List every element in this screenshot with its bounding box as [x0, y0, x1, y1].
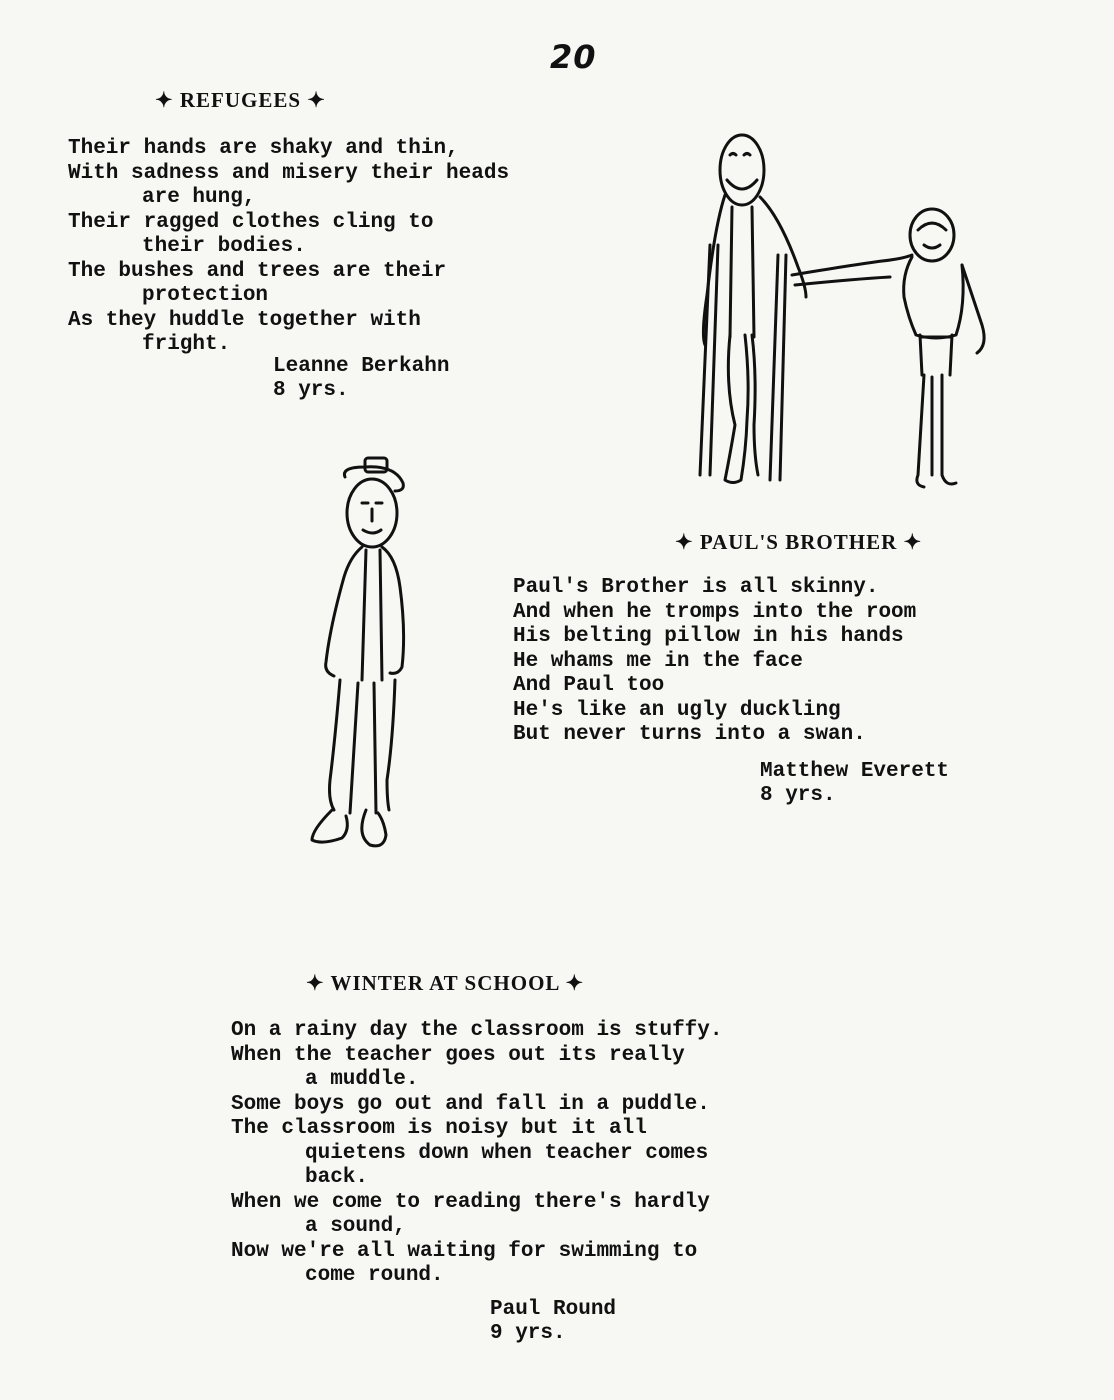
poem-line: a sound, — [305, 1215, 406, 1238]
poem-line: quietens down when teacher comes — [305, 1141, 709, 1165]
poem-line: And Paul too — [513, 674, 665, 697]
byline-pauls-brother — [760, 760, 949, 808]
poem-refugees — [68, 137, 509, 358]
poem-line: a muddle. — [305, 1068, 419, 1091]
poem-title-winter-at-school: ✦ WINTER AT SCHOOL ✦ — [306, 971, 585, 995]
author-age: 8 yrs. — [273, 379, 349, 402]
author-age: 9 yrs. — [490, 1322, 566, 1345]
poem-line: Their ragged clothes cling to — [68, 210, 434, 234]
byline-winter-at-school — [490, 1298, 616, 1346]
page-number: 20 — [550, 38, 597, 76]
author-age: 8 yrs. — [760, 784, 836, 807]
poem-line: On a rainy day the classroom is stuffy. — [231, 1019, 723, 1042]
poem-line: When we come to reading there's hardly — [231, 1190, 710, 1214]
poem-line: But never turns into a swan. — [513, 723, 866, 746]
poem-line: Their hands are shaky and thin, — [68, 137, 459, 160]
byline-refugees — [273, 355, 449, 403]
poem-line: Now we're all waiting for swimming to — [231, 1239, 698, 1263]
poem-line: The bushes and trees are their — [68, 259, 447, 283]
poem-line: back. — [305, 1166, 369, 1189]
poem-line: When the teacher goes out its really — [231, 1043, 685, 1067]
author-name: Leanne Berkahn — [273, 355, 450, 378]
author-name: Matthew Everett — [760, 760, 950, 783]
poem-line: With sadness and misery their heads — [68, 161, 510, 185]
poem-line: He whams me in the face — [513, 649, 803, 673]
poem-title-pauls-brother: ✦ PAUL'S BROTHER ✦ — [675, 530, 923, 554]
poem-line: Some boys go out and fall in a puddle. — [231, 1092, 710, 1116]
poem-line: their bodies. — [142, 235, 306, 258]
poem-line: He's like an ugly duckling — [513, 698, 841, 722]
poem-line: His belting pillow in his hands — [513, 625, 904, 648]
author-name: Paul Round — [490, 1298, 617, 1321]
poem-line: Paul's Brother is all skinny. — [513, 576, 879, 599]
poem-line: are hung, — [142, 186, 256, 209]
poem-title-refugees: ✦ REFUGEES ✦ — [155, 88, 326, 112]
poem-line: come round. — [305, 1264, 444, 1287]
poem-pauls-brother — [513, 576, 916, 748]
poem-winter-at-school — [231, 1019, 722, 1289]
standing-figure-drawing — [300, 455, 415, 865]
poem-line: As they huddle together with — [68, 308, 421, 332]
poem-line: The classroom is noisy but it all — [231, 1117, 647, 1140]
refugees-drawing — [680, 125, 1010, 500]
poem-line: And when he tromps into the room — [513, 600, 917, 624]
poem-line: fright. — [142, 333, 231, 356]
poem-line: protection — [142, 284, 269, 307]
